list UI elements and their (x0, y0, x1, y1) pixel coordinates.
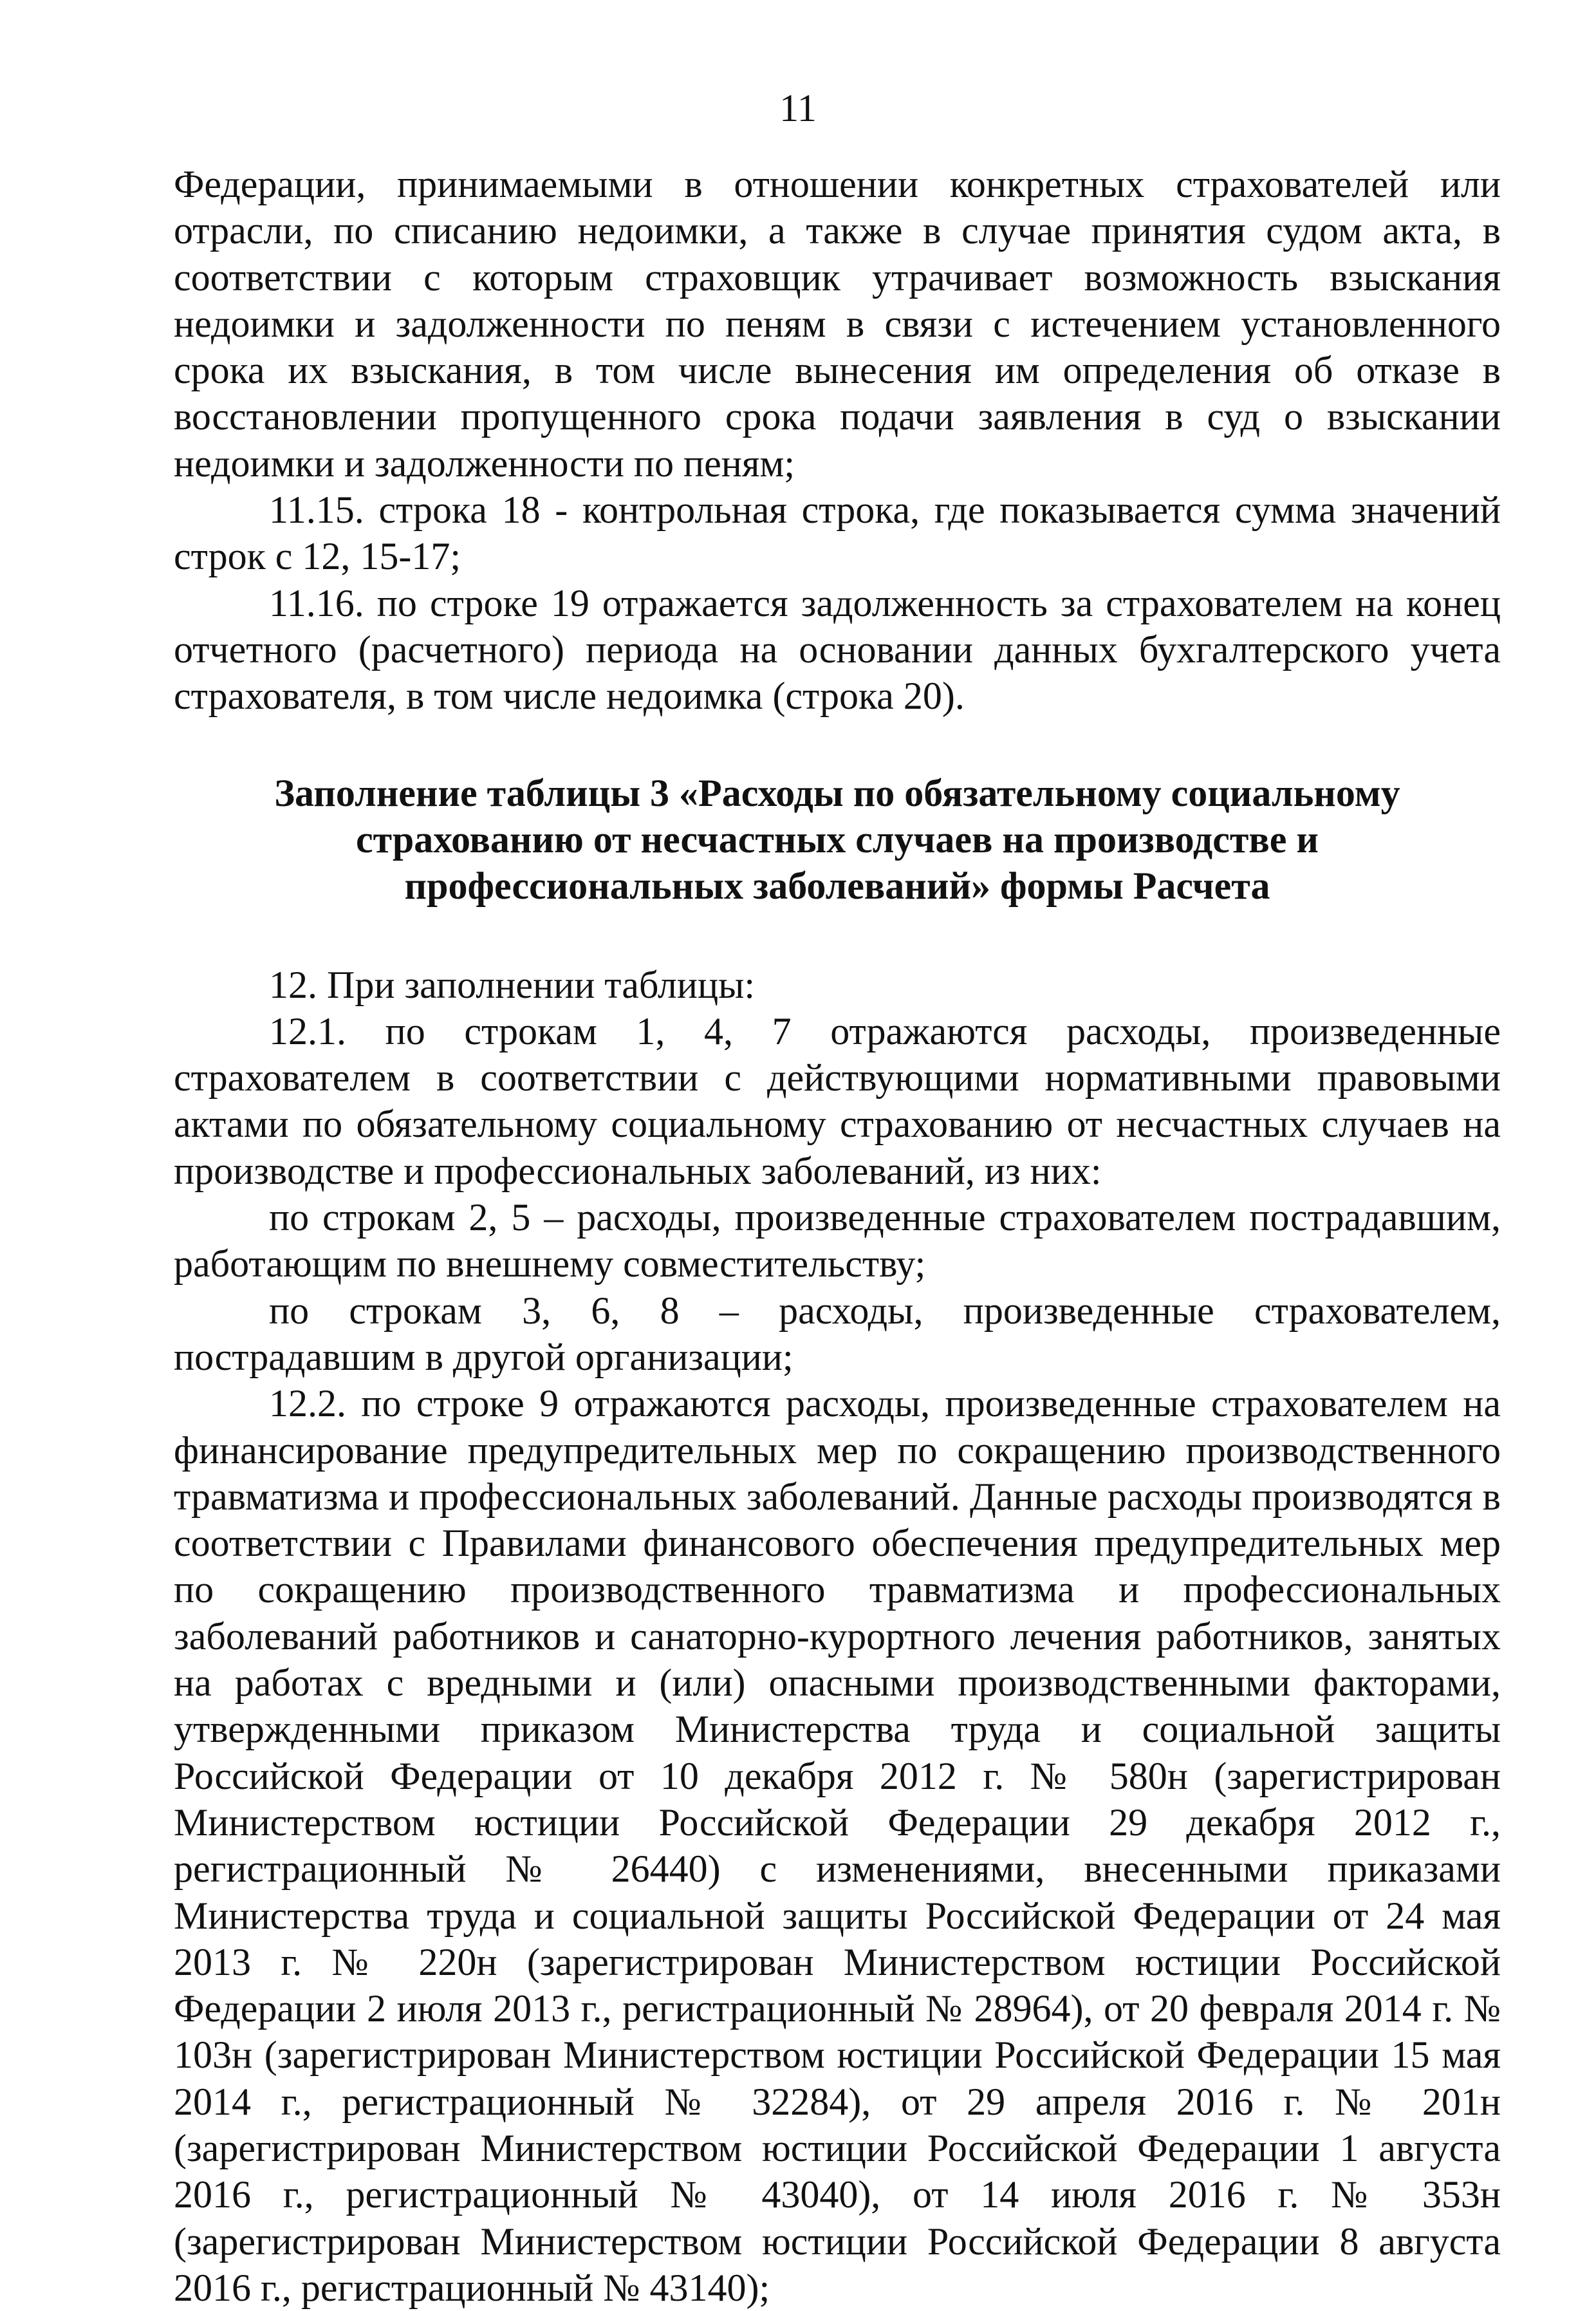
paragraph-11-16: 11.16. по строке 19 отражается задолженность за страхователем на конец отчетного (расчетного) периода на основании данных бухгалтерского учета страхователя, в том числе недоимка (строка 20). (174, 581, 1501, 718)
paragraph-12-1-lines-3-6-8: по строкам 3, 6, 8 – расходы, произведенные страхователем, пострадавшим в другой организации; (174, 1289, 1501, 1378)
section-heading: Заполнение таблицы 3 «Расходы по обязательному социальному страхованию от несчастных случаев на производстве и профессиональных заболеваний» формы Расчета (274, 771, 1400, 907)
paragraph-12: 12. При заполнении таблицы: (269, 963, 756, 1006)
page-number: 11 (779, 87, 817, 129)
paragraph-continuation: Федерации, принимаемыми в отношении конкретных страхователей или отрасли, по списанию недоимки, а также в случае принятия судом акта, в соответствии с которым страховщик утрачивает возможность взыскания недоимки и задолженности по пеням в связи с истечением установленного срока их взыскания, в том числе вынесения им определения об отказе в восстановлении пропущенного срока подачи заявления в суд о взыскании недоимки и задолженности по пеням; (174, 163, 1501, 485)
paragraph-12-1: 12.1. по строкам 1, 4, 7 отражаются расходы, произведенные страхователем в соответствии с действующими нормативными правовыми актами по обязательному социальному страхованию от несчастных случаев на производстве и профессиональных заболеваний, из них: (174, 1009, 1501, 1192)
paragraph-12-2: 12.2. по строке 9 отражаются расходы, произведенные страхователем на финансирование предупредительных мер по сокращению производственного травматизма и профессиональных заболеваний. Данные расходы производятся в соответствии с Правилами финансового обеспечения предупредительных мер по сокращению производственного травматизма и профессиональных заболеваний работников и санаторно-курортного лечения работников, занятых на работах с вредными и (или) опасными производственными факторами, утвержденными приказом Министерства труда и социальной защиты Российской Федерации от 10 декабря 2012 г. № 580н (зарегистрирован Министерством юстиции Российской Федерации 29 декабря 2012 г., регистрационный № 26440) с изменениями, внесенными приказами Министерства труда и социальной защиты Российской Федерации от 24 мая 2013 г. № 220н (зарегистрирован Министерством юстиции Российской Федерации 2 июля 2013 г., регистрационный № 28964), от 20 февраля 2014 г. № 103н (зарегистрирован Министерством юстиции Российской Федерации 15 мая 2014 г., регистрационный № 32284), от 29 апреля 2016 г. № 201н (зарегистрирован Министерством юстиции Российской Федерации 1 августа 2016 г., регистрационный № 43040), от 14 июля 2016 г. № 353н (зарегистрирован Министерством юстиции Российской Федерации 8 августа 2016 г., регистрационный № 43140); (174, 1382, 1501, 2309)
paragraph-11-15: 11.15. строка 18 - контрольная строка, где показывается сумма значений строк с 12, 15-17; (174, 489, 1501, 578)
document-body (174, 161, 1501, 2311)
paragraph-12-1-lines-2-5: по строкам 2, 5 – расходы, произведенные страхователем пострадавшим, работающим по внешнему совместительству; (174, 1196, 1501, 1286)
